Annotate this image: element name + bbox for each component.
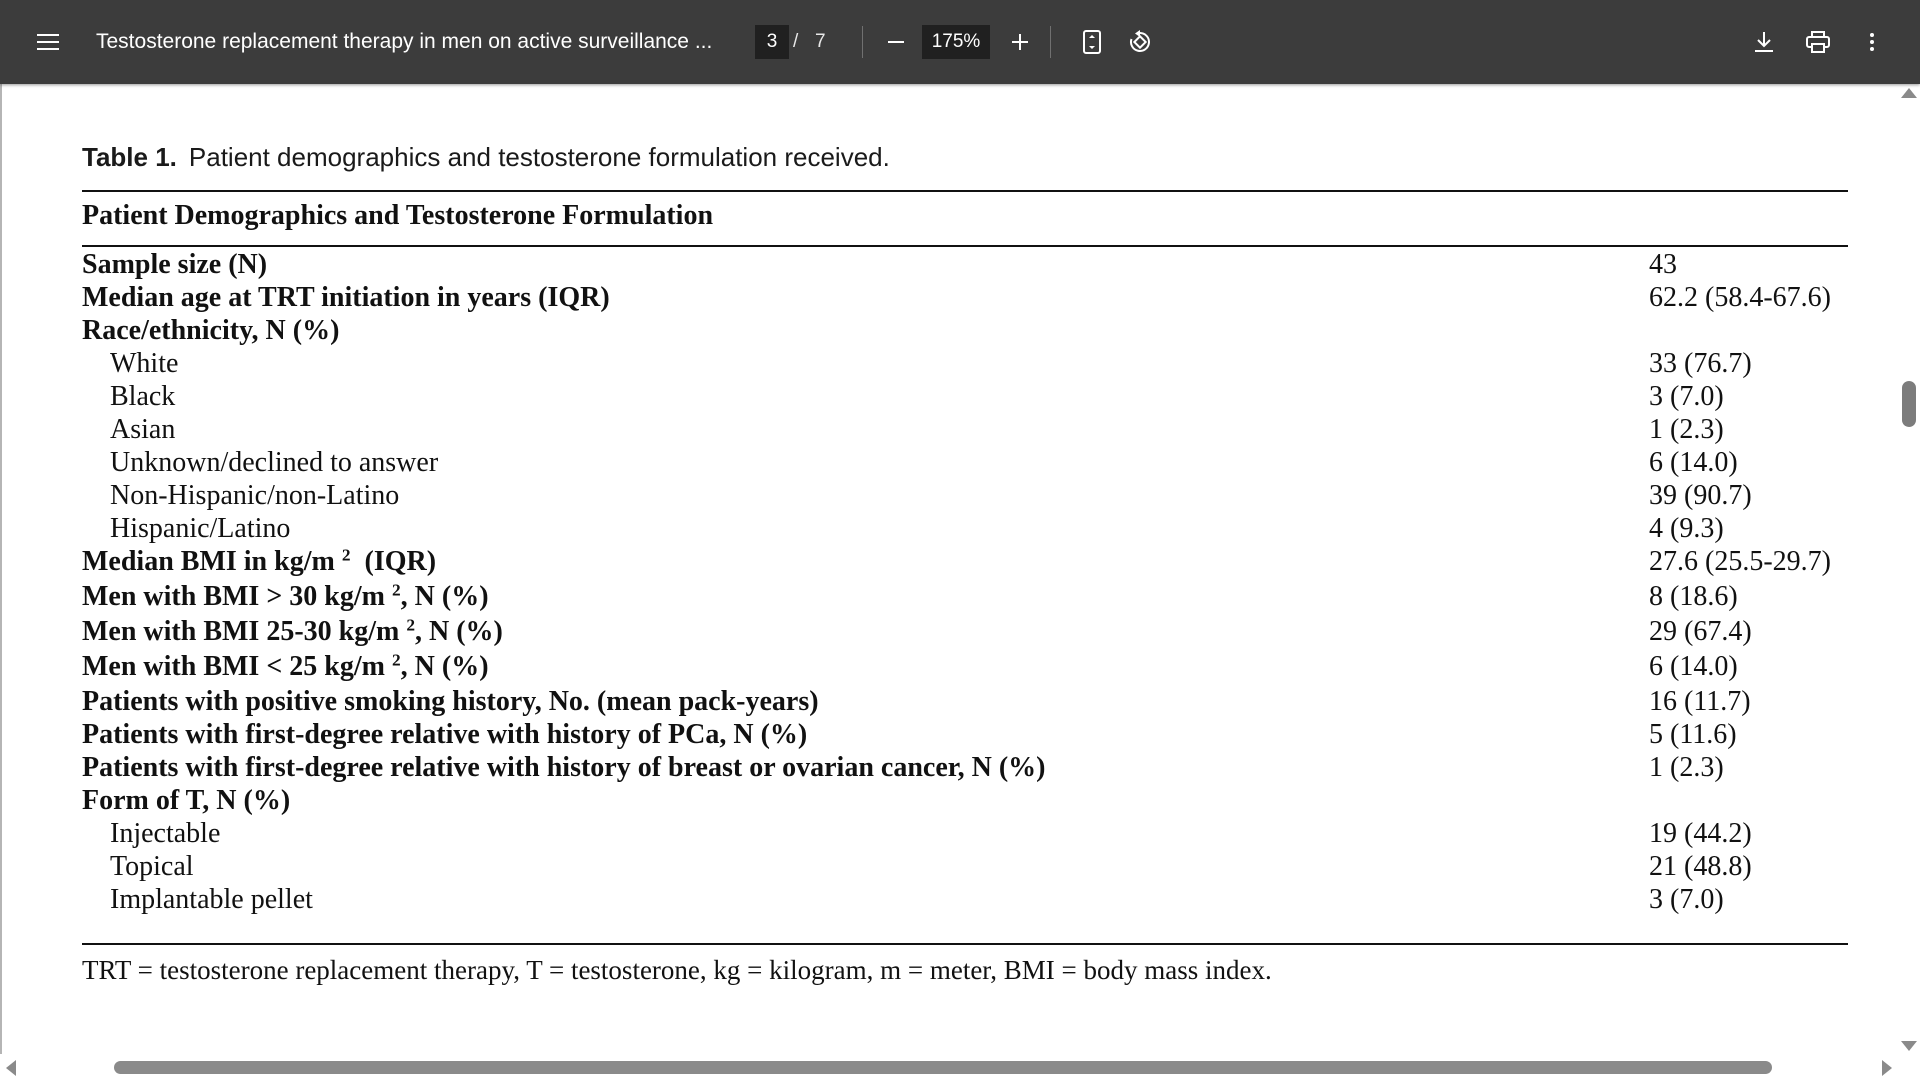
table-row xyxy=(82,249,1848,282)
page-number-input[interactable] xyxy=(755,25,789,59)
fit-to-page-button[interactable] xyxy=(1072,22,1112,62)
table-row xyxy=(82,546,1848,581)
row-value: 29 (67.4) xyxy=(1649,616,1752,647)
row-label: Median age at TRT initiation in years (IQR) xyxy=(82,282,610,313)
print-button[interactable] xyxy=(1798,22,1838,62)
scroll-down-arrow-icon[interactable] xyxy=(1901,1041,1917,1051)
pdf-toolbar xyxy=(0,0,1920,84)
row-label: Asian xyxy=(110,414,176,445)
table-row xyxy=(82,752,1848,785)
row-label xyxy=(82,546,436,578)
more-vertical-icon xyxy=(1869,32,1875,52)
table-row xyxy=(82,686,1848,719)
table-header-rule xyxy=(82,245,1848,247)
more-options-button[interactable] xyxy=(1852,22,1892,62)
row-value: 3 (7.0) xyxy=(1649,381,1724,412)
row-label-suffix: , N (%) xyxy=(400,581,489,612)
row-label: Sample size (N) xyxy=(82,249,268,280)
row-value: 33 (76.7) xyxy=(1649,348,1752,379)
row-value: 62.2 (58.4-67.6) xyxy=(1649,282,1831,313)
row-label: Unknown/declined to answer xyxy=(110,447,439,478)
rotate-icon xyxy=(1127,29,1153,55)
row-label: Non-Hispanic/non-Latino xyxy=(110,480,400,511)
zoom-out-button[interactable] xyxy=(876,22,916,62)
superscript: 2 xyxy=(406,615,416,635)
row-value: 6 (14.0) xyxy=(1649,651,1738,682)
table-caption-label: Table 1. xyxy=(82,142,177,172)
superscript: 2 xyxy=(341,545,351,565)
minus-icon xyxy=(887,33,905,51)
row-value: 8 (18.6) xyxy=(1649,581,1738,612)
table-row xyxy=(82,719,1848,752)
row-label-suffix: (IQR) xyxy=(357,546,437,577)
print-icon xyxy=(1806,31,1830,53)
row-label: Hispanic/Latino xyxy=(110,513,291,544)
table-row xyxy=(82,581,1848,616)
table-bottom-rule xyxy=(82,943,1848,945)
table-caption xyxy=(82,142,890,173)
row-label xyxy=(82,581,489,613)
table-row xyxy=(82,348,1848,381)
row-value: 1 (2.3) xyxy=(1649,414,1724,445)
toolbar-divider xyxy=(1050,26,1051,58)
row-label: Patients with first-degree relative with history of PCa, N (%) xyxy=(82,719,808,750)
row-label-text: Men with BMI > 30 kg/m xyxy=(82,581,385,612)
row-label-text: Men with BMI < 25 kg/m xyxy=(82,651,385,682)
row-label: Implantable pellet xyxy=(110,884,313,915)
total-pages: 7 xyxy=(815,31,826,52)
row-label-text: Men with BMI 25-30 kg/m xyxy=(82,616,400,647)
table-caption-text: Patient demographics and testosterone formulation received. xyxy=(188,142,890,172)
row-label: White xyxy=(110,348,179,379)
row-label xyxy=(82,616,503,648)
superscript: 2 xyxy=(391,650,401,670)
table-row xyxy=(82,884,1848,917)
row-value: 27.6 (25.5-29.7) xyxy=(1649,546,1831,577)
table-row xyxy=(82,851,1848,884)
row-label-suffix: , N (%) xyxy=(415,616,503,647)
toolbar-divider xyxy=(862,26,863,58)
table-row xyxy=(82,315,1848,348)
row-label: Race/ethnicity, N (%) xyxy=(82,315,340,346)
table-top-rule xyxy=(82,190,1848,192)
table-footnote: TRT = testosterone replacement therapy, T = testosterone, kg = kilogram, m = meter, BMI = body mass index. xyxy=(82,955,1272,985)
row-value: 19 (44.2) xyxy=(1649,818,1752,849)
menu-icon xyxy=(37,33,59,51)
zoom-in-button[interactable] xyxy=(1000,22,1040,62)
scroll-left-arrow-icon[interactable] xyxy=(6,1060,16,1076)
row-value: 16 (11.7) xyxy=(1649,686,1751,717)
row-label: Topical xyxy=(110,851,194,882)
row-value: 43 xyxy=(1649,249,1677,280)
pdf-page xyxy=(2,84,1900,1054)
zoom-level-input[interactable] xyxy=(922,25,990,59)
row-label: Patients with first-degree relative with history of breast or ovarian cancer, N (%) xyxy=(82,752,1046,783)
table-row xyxy=(82,282,1848,315)
vertical-scrollbar-thumb[interactable] xyxy=(1902,381,1916,427)
superscript: 2 xyxy=(391,580,401,600)
document-title: Testosterone replacement therapy in men on active surveillance ... xyxy=(96,30,713,53)
rotate-button[interactable] xyxy=(1120,22,1160,62)
download-button[interactable] xyxy=(1744,22,1784,62)
row-value: 39 (90.7) xyxy=(1649,480,1752,511)
row-label: Form of T, N (%) xyxy=(82,785,291,816)
row-value: 5 (11.6) xyxy=(1649,719,1737,750)
horizontal-scrollbar-thumb[interactable] xyxy=(114,1061,1772,1074)
plus-icon xyxy=(1011,33,1029,51)
fit-page-icon xyxy=(1083,30,1101,54)
table-row xyxy=(82,785,1848,818)
row-label: Patients with positive smoking history, No. (mean pack-years) xyxy=(82,686,819,717)
table-row xyxy=(82,818,1848,851)
table-heading: Patient Demographics and Testosterone Formulation xyxy=(82,200,714,231)
table-row xyxy=(82,381,1848,414)
scroll-right-arrow-icon[interactable] xyxy=(1882,1060,1892,1076)
row-value: 21 (48.8) xyxy=(1649,851,1752,882)
row-label-suffix: , N (%) xyxy=(400,651,489,682)
row-label xyxy=(82,651,489,683)
table-row xyxy=(82,513,1848,546)
table-row xyxy=(82,414,1848,447)
vertical-scrollbar[interactable] xyxy=(1900,84,1920,1054)
row-value: 6 (14.0) xyxy=(1649,447,1738,478)
table-row xyxy=(82,616,1848,651)
download-icon xyxy=(1754,31,1774,53)
row-label: Black xyxy=(110,381,176,412)
page-separator: / xyxy=(793,31,799,52)
row-label-text: Median BMI in kg/m xyxy=(82,546,335,577)
row-label: Injectable xyxy=(110,818,221,849)
row-value: 4 (9.3) xyxy=(1649,513,1724,544)
row-value: 3 (7.0) xyxy=(1649,884,1724,915)
table-body xyxy=(82,249,1848,917)
table-row xyxy=(82,480,1848,513)
table-row xyxy=(82,447,1848,480)
table-row xyxy=(82,651,1848,686)
row-value: 1 (2.3) xyxy=(1649,752,1724,783)
scroll-up-arrow-icon[interactable] xyxy=(1901,88,1917,98)
menu-button[interactable] xyxy=(28,22,68,62)
